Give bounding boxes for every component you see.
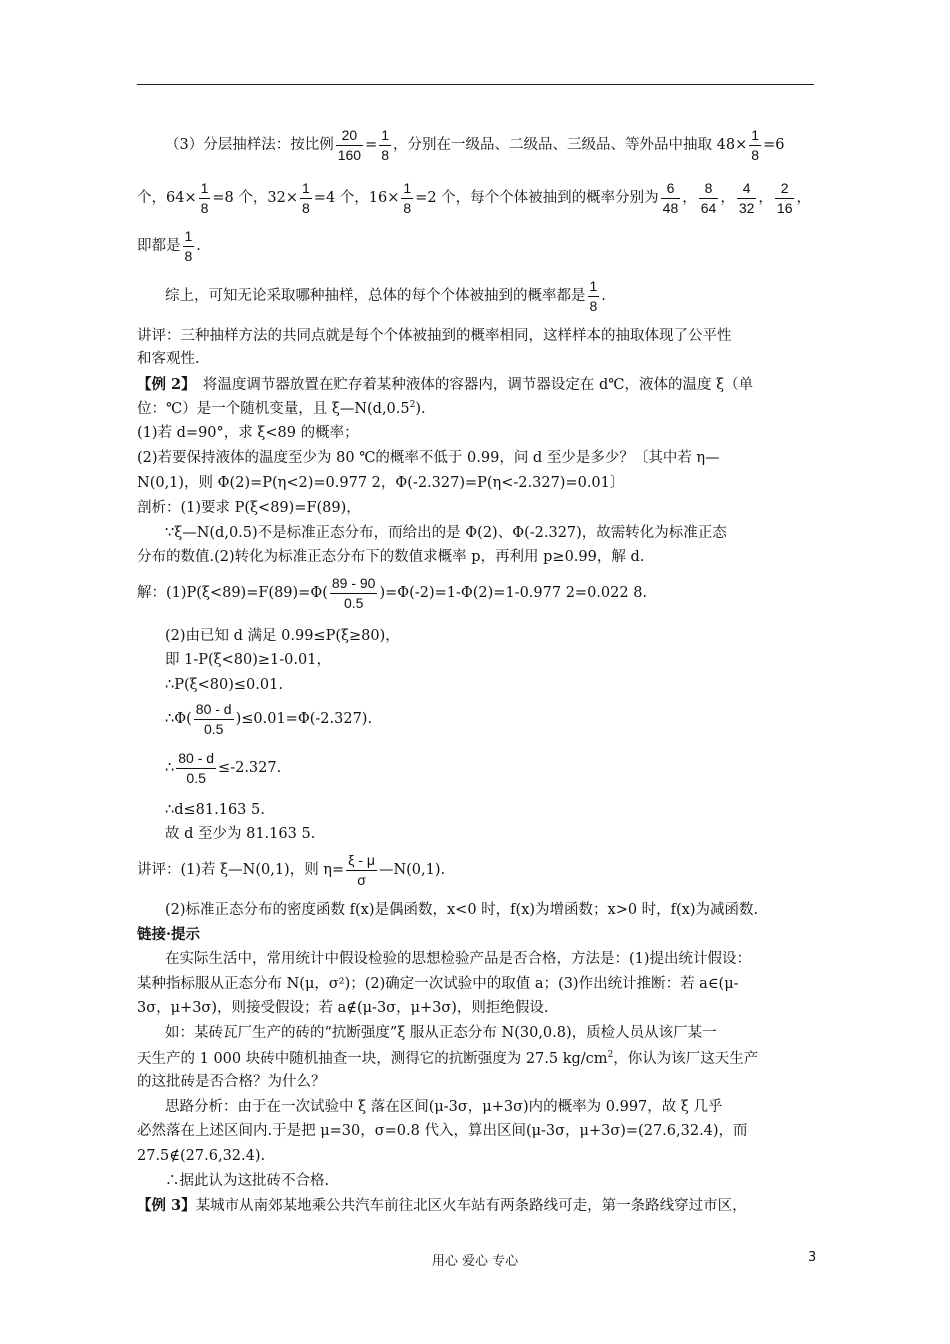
comment-line-2: 和客观性.	[137, 351, 200, 367]
comment-line: 讲评：(1)若 ξ—N(0,1)，则 η= $\frac{\xi - \mu}{\sigma}$ —N(0,1).	[137, 852, 446, 888]
text-line: (1)若 d=90°，求 ξ<89 的概率；	[137, 425, 359, 441]
text-line: ∴d≤81.163 5.	[165, 802, 265, 818]
example-tag: 【例 2】	[137, 376, 189, 393]
fraction: $\frac{1}{8}$	[403, 180, 412, 216]
text-line: 天生产的 1 000 块砖中随机抽查一块，测得它的抗断强度为 27.5 $kg/cm^2$，你认为该厂这天生产	[137, 1050, 759, 1067]
formula-line: ∴ $\frac{80 - d}{0.5}$ ≤-2.327.	[165, 750, 282, 786]
formula-line: ∴Φ( $\frac{80 - d}{0.5}$ )≤0.01=Φ(-2.327).	[165, 701, 373, 737]
fraction: $\frac{1}{8}$	[200, 180, 209, 216]
text-line: ∵ξ—N(d,0.5)不是标准正态分布，而给出的是 Φ(2)、Φ(-2.327)，故需转化为标准正态	[165, 525, 727, 541]
text-line: ∴据此认为这批砖不合格.	[165, 1173, 330, 1189]
text-line: 3σ，μ+3σ)，则接受假设；若 a∉(μ-3σ，μ+3σ)，则拒绝假设.	[137, 1000, 549, 1016]
fraction: $\frac{1}{8}$	[751, 127, 760, 163]
page-footer: 用心 爱心 专心	[431, 1254, 519, 1269]
fraction: $\frac{8}{64}$	[700, 180, 717, 216]
text-line: ∴P(ξ<80)≤0.01.	[165, 677, 283, 693]
text-line: N(0,1)，则 Φ(2)=P(η<2)=0.977 2，Φ(-2.327)=P(η<-2.327)=0.01〕	[137, 475, 625, 491]
header-rule	[137, 84, 814, 85]
text-line: 某种指标服从正态分布 N(μ，σ²)；(2)确定一次试验中的取值 a；(3)作出统计推断：若 a∈(μ-	[137, 976, 739, 992]
fraction: $\frac{1}{8}$	[184, 228, 193, 264]
line-all-are: 即都是 $\frac{1}{8}$ .	[137, 228, 201, 264]
text-line: 必然落在上述区间内.于是把 μ=30，σ=0.8 代入，算出区间(μ-3σ，μ+3σ)=(27.6,32.4)，而	[137, 1123, 748, 1139]
line-stratified-sampling: （3）分层抽样法：按比例 $\frac{20}{160}$ = $\frac{1}{8}$ ，分别在一级品、二级品、三级品、等外品中抽取 48× $\frac{1}{8}$ =6	[165, 127, 785, 163]
fraction: $\frac{4}{32}$	[738, 180, 755, 216]
text-line: 在实际生活中，常用统计中假设检验的思想检验产品是否合格，方法是：(1)提出统计假设：	[165, 951, 752, 967]
fraction: $\frac{1}{8}$	[381, 127, 390, 163]
fraction: $\frac{1}{8}$	[589, 278, 598, 314]
text-line: 思路分析：由于在一次试验中 ξ 落在区间(μ-3σ，μ+3σ)内的概率为 0.997，故 ξ 几乎	[165, 1099, 723, 1115]
fraction: $\frac{2}{16}$	[776, 180, 793, 216]
page-number: 3	[808, 1250, 817, 1265]
text-line: 剖析：(1)要求 P(ξ<89)=F(89)，	[137, 500, 361, 516]
text-line: 27.5∉(27.6,32.4).	[137, 1148, 266, 1164]
fraction: $\frac{20}{160}$	[337, 127, 362, 163]
text-line: 即 1-P(ξ<80)≥1-0.01，	[165, 652, 331, 668]
comment-line-1: 讲评：三种抽样方法的共同点就是每个个体被抽到的概率相同，这样样本的抽取体现了公平性	[137, 328, 732, 344]
example-3-heading: 【例 3】某城市从南郊某地乘公共汽车前往北区火车站有两条路线可走，第一条路线穿过市区，	[137, 1197, 747, 1214]
fraction: $\frac{80 - d}{0.5}$	[195, 701, 232, 737]
text-line: (2)标准正态分布的密度函数 f(x)是偶函数，x<0 时，f(x)为增函数；x>0 时，f(x)为减函数.	[165, 902, 759, 918]
fraction: $\frac{80 - d}{0.5}$	[178, 750, 215, 786]
text-line: 如：某砖瓦厂生产的砖的“抗断强度”ξ 服从正态分布 N(30,0.8)，质检人员从该厂某一	[165, 1025, 717, 1041]
fraction: $\frac{89 - 90}{0.5}$	[331, 575, 376, 611]
line-sample-counts: 个，64× $\frac{1}{8}$ =8 个，32× $\frac{1}{8}$ =4 个，16× $\frac{1}{8}$ =2 个，每个个体被抽到的概率分别为 $\frac{6}{48}$ ， $\frac{8}{64}$ ， $\frac{4}{32}$ ， $\frac{2}{16}$ ，	[137, 180, 811, 216]
section-heading: 链接·提示	[137, 926, 201, 943]
text-line: 故 d 至少为 81.163 5.	[165, 826, 316, 842]
solution-line: 解：(1)P(ξ<89)=F(89)=Φ( $\frac{89 - 90}{0.5}$ )=Φ(-2)=1-Φ(2)=1-0.977 2=0.022 8.	[137, 575, 648, 611]
fraction: $\frac{\xi - \mu}{\sigma}$	[348, 852, 375, 888]
fraction: $\frac{1}{8}$	[302, 180, 310, 216]
fraction: $\frac{6}{48}$	[662, 180, 679, 216]
line-summary: 综上，可知无论采取哪种抽样，总体的每个个体被抽到的概率都是 $\frac{1}{8}$ .	[165, 278, 606, 314]
text-line: 分布的数值.(2)转化为标准正态分布下的数值求概率 p，再利用 p≥0.99，解 d.	[137, 549, 645, 565]
text-line: 位：℃）是一个随机变量，且 ξ—N(d,0.5$^2$).	[137, 400, 426, 417]
example-2-heading: 【例 2】 将温度调节器放置在贮存着某种液体的容器内，调节器设定在 d℃，液体的温度 ξ（单	[137, 376, 754, 393]
text-line: (2)若要保持液体的温度至少为 80 ℃的概率不低于 0.99，问 d 至少是多少？〔其中若 η—	[137, 450, 720, 466]
text-line: (2)由已知 d 满足 0.99≤P(ξ≥80)，	[165, 628, 400, 644]
example-tag: 【例 3】	[137, 1197, 196, 1214]
text-line: 的这批砖是否合格？为什么？	[137, 1074, 326, 1090]
